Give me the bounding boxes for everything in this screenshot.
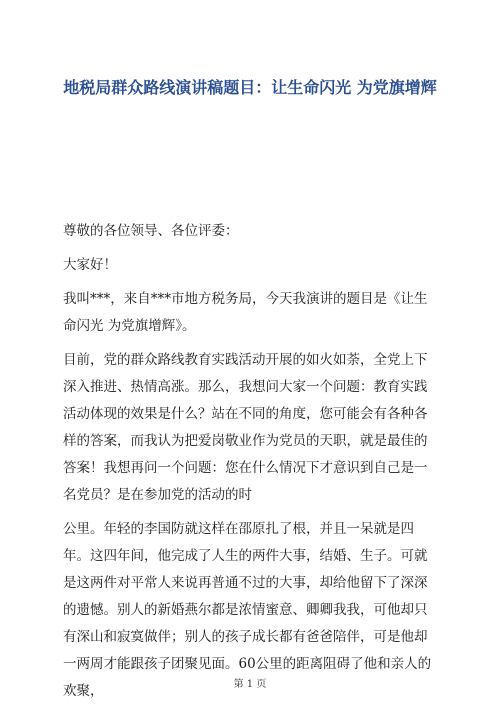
paragraph-intro: 我叫***，来自***市地方税务局，今天我演讲的题目是《让生命闪光 为党旗增辉》。	[63, 291, 428, 334]
page-number: 第 1 页	[233, 679, 267, 690]
document-title: 地税局群众路线演讲稿题目：让生命闪光 为党旗增辉	[63, 78, 437, 97]
paragraph-question: 目前，党的群众路线教育实践活动开展的如火如荼，全党上下深入推进、热情高涨。那么，我想问大家一个问题：教育实践活动体现的效果是什么？站在不同的角度，您可能会有各种各样的答案，而我认为把爱岗敬业作为党员的天职，就是最佳的答案！我想再问一个问题：您在什么情况下才意识到自己是一名党员？是在参加党的活动的时	[63, 352, 428, 503]
document-body	[63, 218, 438, 712]
greeting: 大家好！	[63, 257, 117, 273]
paragraph-story: 公里。年轻的李国防就这样在邵原扎了根，并且一呆就是四年。这四年间，他完成了人生的两件大事，结婚、生子。可就是这两件对平常人来说再普通不过的大事，却给他留下了深深的遗憾。别人的新婚燕尔都是浓情蜜意、卿卿我我，可他却只有深山和寂寞做伴；别人的孩子成长都有爸爸陪伴，可是他却一两周才能跟孩子团聚见面。60公里的距离阻碍了他和亲人的欢聚，	[63, 521, 432, 699]
salutation: 尊敬的各位领导、各位评委：	[63, 223, 239, 239]
